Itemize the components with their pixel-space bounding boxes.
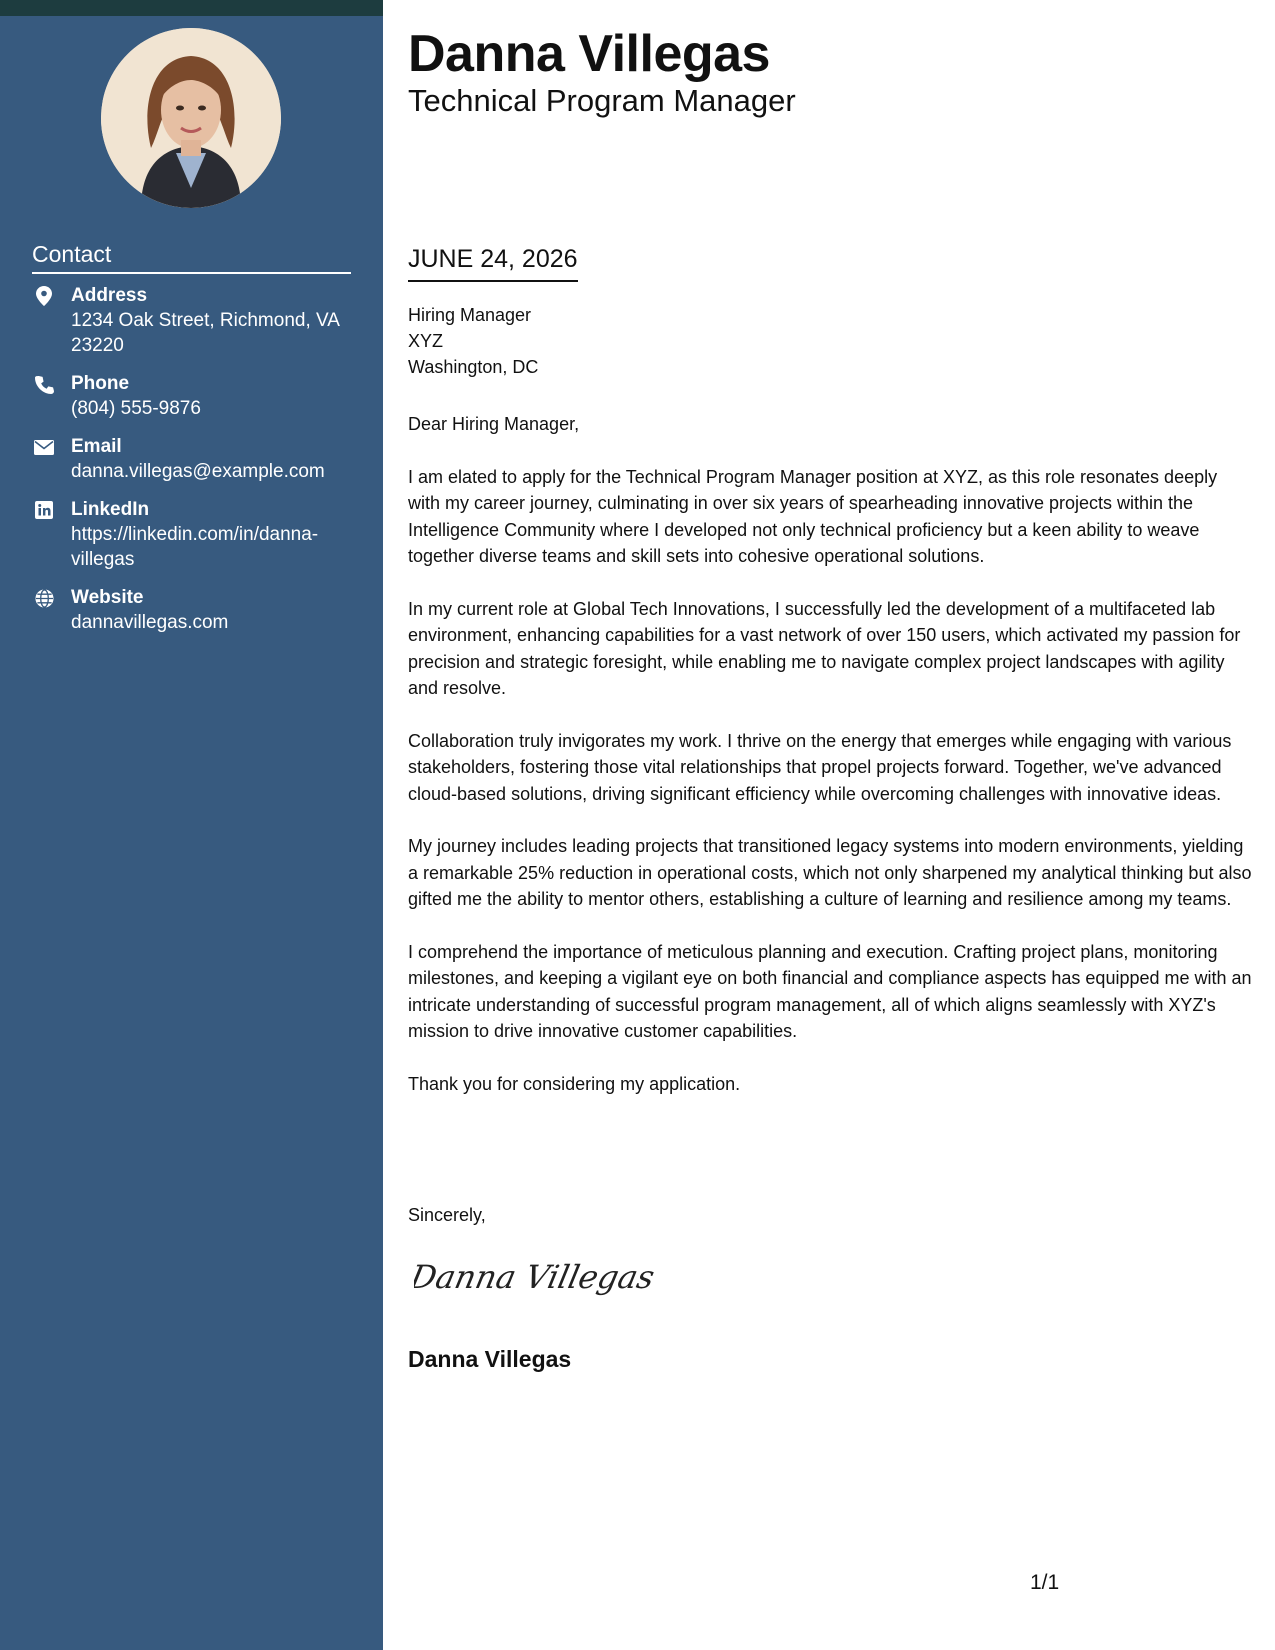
contact-list <box>32 284 352 649</box>
contact-label: Address <box>71 285 148 306</box>
body-paragraph: Thank you for considering my application. <box>408 1073 741 1094</box>
globe-icon <box>34 588 54 608</box>
recipient-line: XYZ <box>408 331 444 351</box>
phone-icon <box>34 374 54 394</box>
letter-body <box>408 411 1253 1123</box>
map-pin-icon <box>34 286 54 306</box>
contact-label: LinkedIn <box>71 499 150 520</box>
contact-item-address <box>32 284 352 358</box>
signer-name: Danna Villegas <box>408 1346 572 1372</box>
applicant-name: Danna Villegas <box>408 25 770 83</box>
body-paragraph: I comprehend the importance of meticulous planning and execution. Crafting project plans, monitoring milestones, and keeping a vigilant eye on both financial and compliance aspects has equipped me with an intricate understanding of successful program management, all of which aligns seamlessly with XYZ's mission to drive innovative customer capabilities. <box>408 941 1252 1041</box>
body-paragraph: I am elated to apply for the Technical Program Manager position at XYZ, as this role resonates deeply with my career journey, culminating in over six years of spearheading innovative projects within the Intelligence Community where I developed not only technical proficiency but a keen ability to weave together diverse teams and skill sets into cohesive operational solutions. <box>408 466 1218 566</box>
svg-text:Danna Villegas: Danna Villegas <box>414 1258 654 1296</box>
top-accent-bar <box>0 0 383 16</box>
contact-heading: Contact <box>32 240 351 274</box>
salutation: Dear Hiring Manager, <box>408 414 580 434</box>
envelope-icon <box>34 437 54 457</box>
linkedin-icon <box>34 500 54 520</box>
recipient-line: Hiring Manager <box>408 305 532 325</box>
contact-label: Phone <box>71 373 130 394</box>
contact-item-website <box>32 586 352 635</box>
contact-label: Email <box>71 436 122 457</box>
profile-photo <box>101 28 281 208</box>
page-number: 1/1 <box>1030 1571 1060 1594</box>
letter-date: JUNE 24, 2026 <box>408 244 578 282</box>
body-paragraph: In my current role at Global Tech Innovations, I successfully led the development of a multifaceted lab environment, enhancing capabilities for a vast network of over 150 users, which activated my passion for precision and strategic foresight, while enabling me to navigate complex project landscapes with agility and resolve. <box>408 598 1241 698</box>
applicant-title: Technical Program Manager <box>408 83 796 118</box>
contact-item-linkedin <box>32 498 352 572</box>
contact-item-phone <box>32 372 352 421</box>
email-value[interactable]: danna.villegas@example.com <box>71 461 325 482</box>
contact-label: Website <box>71 587 144 608</box>
sidebar <box>0 16 383 1650</box>
handwritten-signature <box>414 1252 654 1307</box>
body-paragraph: My journey includes leading projects that transitioned legacy systems into modern environments, yielding a remarkable 25% reduction in operational costs, which not only sharpened my analytical thinking but also gifted me the ability to mentor others, establishing a culture of learning and resilience among my teams. <box>408 836 1252 909</box>
linkedin-value[interactable]: https://linkedin.com/in/danna-villegas <box>71 524 319 570</box>
contact-item-email <box>32 435 352 484</box>
closing: Sincerely, <box>408 1205 486 1225</box>
recipient-block <box>408 302 538 380</box>
recipient-line: Washington, DC <box>408 357 539 377</box>
phone-value: (804) 555-9876 <box>71 398 201 419</box>
website-value[interactable]: dannavillegas.com <box>71 612 229 633</box>
address-value: 1234 Oak Street, Richmond, VA 23220 <box>71 310 339 356</box>
body-paragraph: Collaboration truly invigorates my work. I thrive on the energy that emerges while engaging with various stakeholders, fostering those vital relationships that propel projects forward. Together, we've advanced cloud-based solutions, driving significant efficiency while overcoming challenges with innovative ideas. <box>408 730 1232 804</box>
